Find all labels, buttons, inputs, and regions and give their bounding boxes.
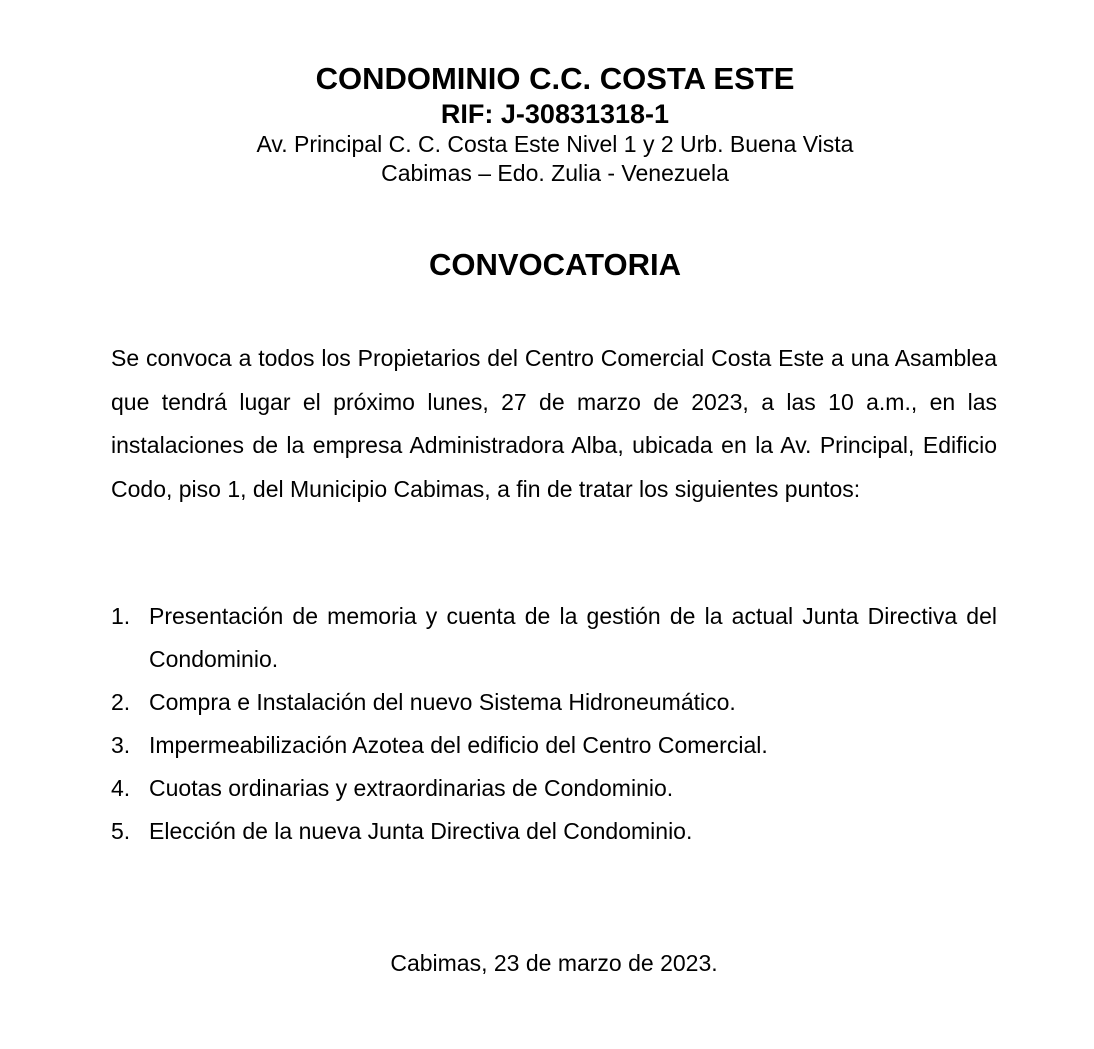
agenda-item	[111, 681, 997, 724]
agenda-item	[111, 810, 997, 853]
convocation-paragraph: Se convoca a todos los Propietarios del Centro Comercial Costa Este a una Asamblea que tendrá lugar el próximo lunes, 27 de marzo de 2023, a las 10 a.m., en las instalaciones de la empresa Administradora Alba, ubicada en la Av. Principal, Edificio Codo, piso 1, del Municipio Cabimas, a fin de tratar los siguientes puntos:	[111, 345, 997, 502]
agenda-item-text: Compra e Instalación del nuevo Sistema Hidroneumático.	[149, 689, 736, 715]
document-title: CONVOCATORIA	[428, 247, 682, 282]
rif-number: RIF: J-30831318-1	[440, 99, 670, 129]
organization-name: CONDOMINIO C.C. COSTA ESTE	[315, 61, 795, 96]
agenda-item-number: 5.	[111, 818, 131, 844]
agenda-item-text: Presentación de memoria y cuenta de la gestión de la actual Junta Directiva del Condominio.	[149, 603, 997, 672]
agenda-item-text: Impermeabilización Azotea del edificio del Centro Comercial.	[149, 732, 768, 758]
place-and-date: Cabimas, 23 de marzo de 2023.	[390, 950, 718, 976]
agenda-item	[111, 724, 997, 767]
agenda-item-number: 1.	[111, 603, 131, 629]
agenda-item	[111, 595, 997, 681]
agenda-item-text: Elección de la nueva Junta Directiva del Condominio.	[149, 818, 693, 844]
letterhead	[0, 60, 1094, 188]
agenda-item-number: 2.	[111, 689, 131, 715]
address-line-2: Cabimas – Edo. Zulia - Venezuela	[381, 160, 729, 186]
address-line-1: Av. Principal C. C. Costa Este Nivel 1 y 2 Urb. Buena Vista	[256, 131, 854, 157]
agenda-list	[111, 595, 997, 853]
agenda-item	[111, 767, 997, 810]
agenda-item-text: Cuotas ordinarias y extraordinarias de Condominio.	[149, 775, 674, 801]
agenda-item-number: 3.	[111, 732, 131, 758]
agenda-item-number: 4.	[111, 775, 131, 801]
